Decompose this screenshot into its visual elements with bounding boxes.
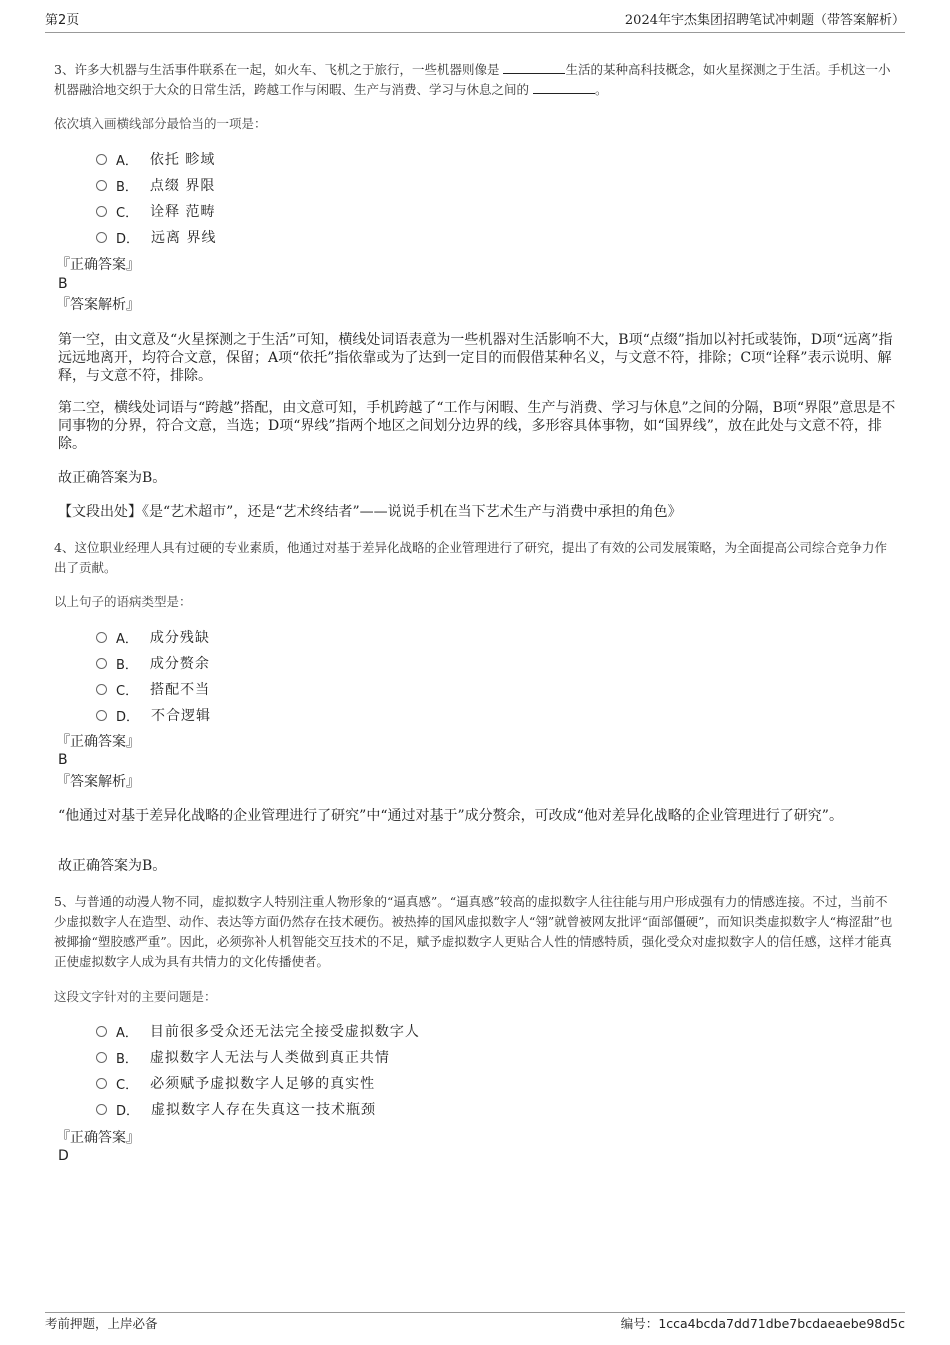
option-c[interactable]: [96, 1070, 420, 1096]
option-d[interactable]: [96, 224, 216, 250]
q3-stem-part-b: 生活的某种高科技概念，如火星探测之于生活。手机这一小机器融洽地交织于大众的日常生活，跨越工作与闲暇、生产与消费、学习与休息之间的: [54, 62, 891, 97]
radio-circle-icon[interactable]: [96, 206, 107, 217]
option-letter: B．: [116, 1051, 138, 1067]
option-a[interactable]: [96, 146, 216, 172]
document-code: [621, 1315, 905, 1333]
option-letter: C．: [116, 1077, 139, 1093]
option-b[interactable]: [96, 1044, 420, 1070]
radio-circle-icon[interactable]: [96, 1078, 107, 1089]
option-a[interactable]: [96, 624, 211, 650]
option-text: 成分赘余: [149, 656, 210, 672]
code-value: 1cca4bcda7dd71dbe7bcdaeaebe98d5c: [658, 1316, 905, 1331]
option-letter: D．: [116, 231, 140, 247]
analysis-paragraph: 第一空，由文意及“火星探测之于生活”可知，横线处词语表意为一些机器对生活影响不大，B项“点缀”指加以衬托或装饰，D项“远离”指远远地离开，均符合文意，保留；A项“依托”指依靠或为了达到一定目的而假借某种名义，与文意不符，排除；C项“诠释”表示说明、解释，与文意不符，排除。: [58, 332, 893, 384]
option-d[interactable]: [96, 1096, 420, 1122]
option-letter: D．: [116, 1103, 140, 1119]
option-text: 目前很多受众还无法完全接受虚拟数字人: [149, 1024, 420, 1040]
option-letter: B．: [116, 179, 138, 195]
option-text: 诠释 范畴: [150, 204, 216, 220]
option-d[interactable]: [96, 702, 211, 728]
option-text: 必须赋予虚拟数字人足够的真实性: [150, 1076, 376, 1092]
analysis-label: 『答案解析』: [56, 297, 140, 313]
page-footer: [45, 1312, 905, 1335]
radio-circle-icon[interactable]: [96, 1026, 107, 1037]
analysis-conclusion: 故正确答案为B。: [58, 858, 167, 874]
radio-circle-icon[interactable]: [96, 232, 107, 243]
radio-circle-icon[interactable]: [96, 684, 107, 695]
correct-answer-value: B: [58, 276, 68, 292]
question-4-stem: 4、这位职业经理人具有过硬的专业素质，他通过对基于差异化战略的企业管理进行了研究，提出了有效的公司发展策略，为全面提高公司综合竞争力作出了贡献。: [54, 540, 887, 575]
option-text: 依托 畛域: [149, 152, 216, 168]
source-citation: 【文段出处】《是“艺术超市”，还是“艺术终结者”——说说手机在当下艺术生产与消费中承担的角色》: [58, 504, 682, 520]
analysis-paragraph: 第二空，横线处词语与“跨越”搭配，由文意可知，手机跨越了“工作与闲暇、生产与消费、学习与休息”之间的分隔，B项“界限”意思是不同事物的分界，符合文意，当选；D项“界线”指两个地区之间划分边界的线，多形容具体事物，如“国界线”，放在此处与文意不符，排除。: [58, 400, 896, 452]
option-text: 远离 界线: [151, 230, 217, 246]
question-5-stem: 5、与普通的动漫人物不同，虚拟数字人特别注重人物形象的“逼真感”。“逼真感”较高的虚拟数字人往往能与用户形成强有力的情感连接。不过，当前不少虚拟数字人在造型、动作、表达等方面仍然存在技术硬伤。被热捧的国风虚拟数字人“翎”就曾被网友批评“面部僵硬”，而知识类虚拟数字人“梅涩甜”也被揶揄“塑胶感严重”。因此，必须弥补人机智能交互技术的不足，赋予虚拟数字人更贴合人性的情感特质，强化受众对虚拟数字人的信任感，这样才能真正使虚拟数字人成为具有共情力的文化传播使者。: [54, 894, 893, 969]
radio-circle-icon[interactable]: [96, 710, 107, 721]
page-header: [45, 12, 905, 33]
option-b[interactable]: [96, 650, 211, 676]
analysis-label: 『答案解析』: [56, 774, 140, 790]
question-5-options: [96, 1018, 420, 1122]
correct-answer-label: 『正确答案』: [56, 1130, 140, 1146]
radio-circle-icon[interactable]: [96, 658, 107, 669]
option-text: 搭配不当: [150, 682, 211, 698]
radio-circle-icon[interactable]: [96, 632, 107, 643]
analysis-paragraph: “他通过对基于差异化战略的企业管理进行了研究”中“通过对基于”成分赘余，可改成“他对差异化战略的企业管理进行了研究”。: [58, 808, 843, 824]
option-text: 点缀 界限: [149, 178, 216, 194]
option-text: 不合逻辑: [151, 708, 212, 724]
document-title: 2024年宇杰集团招聘笔试冲刺题（带答案解析）: [624, 13, 905, 28]
radio-circle-icon[interactable]: [96, 1052, 107, 1063]
question-3-prompt: 依次填入画横线部分最恰当的一项是：: [54, 116, 267, 131]
correct-answer-value: D: [58, 1148, 69, 1164]
option-letter: A．: [116, 631, 138, 647]
correct-answer-label: 『正确答案』: [56, 734, 140, 750]
option-letter: C．: [116, 205, 139, 221]
page-number: 第2页: [45, 13, 80, 28]
option-b[interactable]: [96, 172, 216, 198]
option-letter: A．: [116, 1025, 138, 1041]
option-c[interactable]: [96, 198, 216, 224]
option-text: 成分残缺: [149, 630, 210, 646]
option-text: 虚拟数字人无法与人类做到真正共情: [149, 1050, 390, 1066]
option-c[interactable]: [96, 676, 211, 702]
q3-stem-part-c: 。: [594, 82, 608, 97]
q3-stem-part-a: 3、许多大机器与生活事件联系在一起，如火车、飞机之于旅行，一些机器则像是: [54, 62, 504, 77]
option-text: 虚拟数字人存在失真这一技术瓶颈: [151, 1102, 377, 1118]
question-3-options: [96, 146, 216, 250]
option-letter: B．: [116, 657, 138, 673]
radio-circle-icon[interactable]: [96, 180, 107, 191]
radio-circle-icon[interactable]: [96, 1104, 107, 1115]
option-letter: D．: [116, 709, 140, 725]
footer-slogan: 考前押题，上岸必备: [45, 1316, 158, 1331]
radio-circle-icon[interactable]: [96, 154, 107, 165]
question-4-options: [96, 624, 211, 728]
option-letter: A．: [116, 153, 138, 169]
correct-answer-label: 『正确答案』: [56, 257, 140, 273]
code-label: 编号：: [620, 1316, 659, 1331]
fill-blank-2: [533, 81, 595, 94]
question-4-prompt: 以上句子的语病类型是：: [54, 594, 192, 609]
question-5-prompt: 这段文字针对的主要问题是：: [54, 989, 217, 1004]
analysis-conclusion: 故正确答案为B。: [58, 470, 167, 486]
question-3-stem: [54, 60, 896, 100]
option-letter: C．: [116, 683, 139, 699]
option-a[interactable]: [96, 1018, 420, 1044]
fill-blank-1: [503, 61, 565, 74]
correct-answer-value: B: [58, 752, 68, 768]
